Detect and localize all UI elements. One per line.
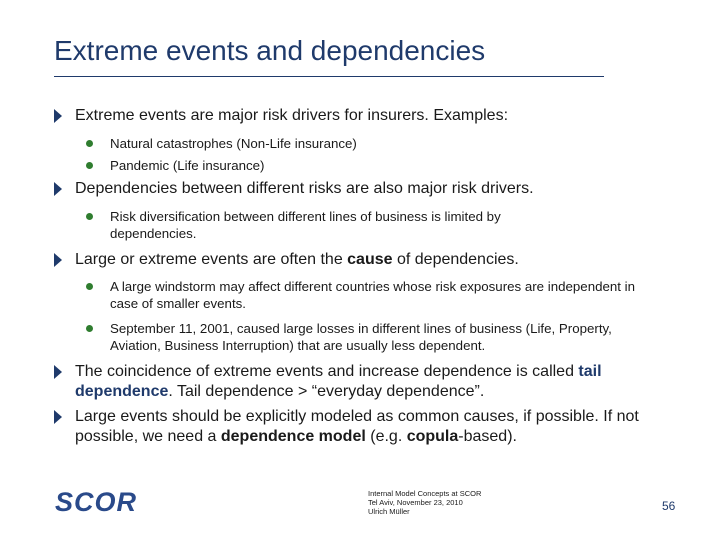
sub-bullet-text: Risk diversification between different lines of business is limited by dependencies. xyxy=(110,209,501,241)
bullet-text: Dependencies between different risks are also major risk drivers. xyxy=(75,180,534,197)
bullet-text-part: of dependencies. xyxy=(392,251,519,268)
sub-bullet-text: Natural catastrophes (Non-Life insurance) xyxy=(110,136,357,151)
bullet-text-emphasis: tail dependence xyxy=(75,363,602,400)
scor-logo-mark xyxy=(55,487,145,517)
green-dot-icon xyxy=(86,140,93,147)
bullet-text-part: -based). xyxy=(458,428,517,445)
green-dot-icon xyxy=(86,325,93,332)
bullet-text: Extreme events are major risk drivers for insurers. Examples: xyxy=(75,107,509,124)
scor-logo xyxy=(55,487,145,517)
triangle-arrow-icon xyxy=(54,365,62,379)
sub-bullet-text: A large windstorm may affect different countries whose risk exposures are independent in case of smaller events. xyxy=(110,279,636,311)
slide-title: Extreme events and dependencies xyxy=(54,35,486,66)
bullet-text-emphasis: dependence model xyxy=(220,428,366,445)
triangle-arrow-icon xyxy=(54,182,62,196)
footer-info xyxy=(368,489,518,516)
footer-line: Tel Aviv, November 23, 2010 xyxy=(368,498,463,507)
bullet-text-part: . Tail dependence > “everyday dependence”. xyxy=(168,383,485,400)
bullet-text xyxy=(75,250,675,270)
sub-bullet-text: September 11, 2001, caused large losses in different lines of business (Life, Property, Aviation, Business Interruption) that are usually less dependent. xyxy=(110,321,612,353)
bullet-text-emphasis: cause xyxy=(347,251,393,268)
bullet-text xyxy=(75,362,655,402)
bullet-text-part: Large or extreme events are often the xyxy=(75,251,348,268)
green-dot-icon xyxy=(86,162,93,169)
bullet-text-emphasis: copula xyxy=(406,428,459,445)
footer-line: Internal Model Concepts at SCOR xyxy=(368,489,482,498)
scor-logo-text: SCOR xyxy=(55,487,138,517)
triangle-arrow-icon xyxy=(54,410,62,424)
bullet-text-part: (e.g. xyxy=(365,428,407,445)
page-number: 56 xyxy=(662,499,676,513)
green-dot-icon xyxy=(86,283,93,290)
triangle-arrow-icon xyxy=(54,253,62,267)
bullet-text-part: The coincidence of extreme events and increase dependence is called xyxy=(75,363,579,380)
triangle-arrow-icon xyxy=(54,109,62,123)
green-dot-icon xyxy=(86,213,93,220)
bullet-text-part: Large events should be explicitly modeled as common causes, if possible. If not possible, we need a xyxy=(75,408,639,445)
sub-bullet-text: Pandemic (Life insurance) xyxy=(110,158,265,173)
bullet-text xyxy=(75,407,675,447)
footer-line: Ulrich Müller xyxy=(368,507,410,516)
